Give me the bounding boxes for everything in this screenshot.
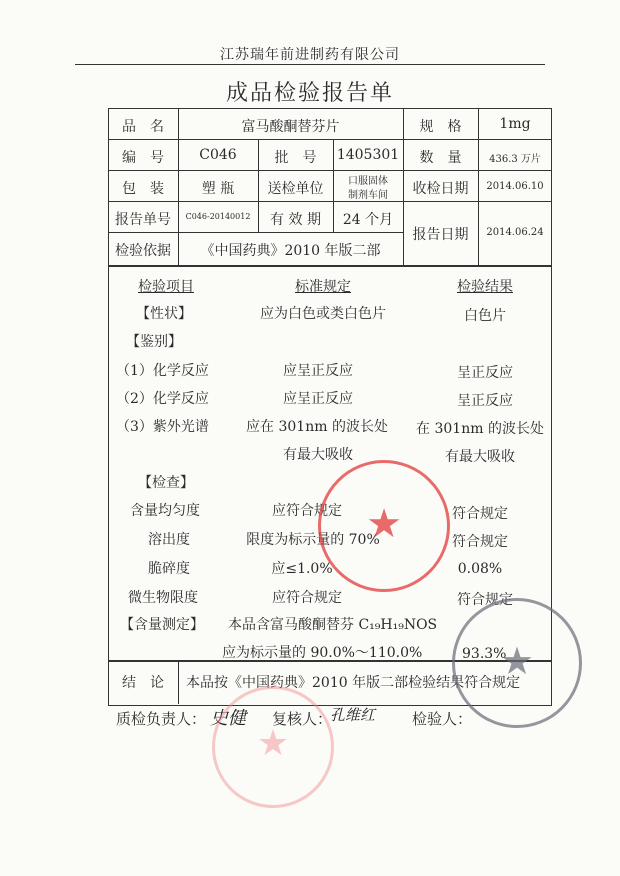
report-date-label: 报告日期	[412, 227, 469, 243]
grid-line	[108, 232, 403, 233]
reviewer-signature: 孔维红	[330, 706, 376, 724]
dissolution-result: 符合规定	[452, 534, 508, 550]
reviewer-label: 复核人：	[272, 710, 333, 728]
validity-label: 有 效 期	[270, 212, 321, 228]
spec-label: 规 格	[419, 119, 462, 135]
grid-line	[108, 265, 552, 267]
code-value: C046	[199, 147, 237, 163]
stamp-star-icon: ★	[366, 501, 402, 547]
id1-result: 呈正反应	[457, 365, 513, 381]
id2-standard: 应呈正反应	[283, 391, 353, 407]
id1-standard: 应呈正反应	[283, 363, 353, 379]
quantity-value: 436.3 万片	[489, 154, 541, 165]
microbial-result: 符合规定	[457, 592, 513, 608]
assay-result: 93.3%	[462, 646, 507, 662]
grid-line	[108, 170, 552, 171]
microbial-standard: 应符合规定	[272, 590, 342, 606]
friability-result: 0.08%	[457, 561, 503, 577]
report-date-value: 2014.06.24	[486, 227, 544, 238]
stamp-star-icon: ★	[256, 723, 290, 764]
appearance-result: 白色片	[464, 308, 506, 324]
inspector-label: 检验人：	[412, 710, 473, 728]
grid-line	[178, 660, 179, 704]
assay-standard-line2: 应为标示量的 90.0%～110.0%	[222, 645, 423, 661]
id2-result: 呈正反应	[457, 393, 513, 409]
id3-standard-line2: 有最大吸收	[283, 447, 353, 463]
assay-heading: 【含量测定】	[120, 617, 204, 633]
validity-value: 24 个月	[342, 212, 394, 228]
received-date-label: 收检日期	[412, 181, 469, 197]
product-name-label: 品 名	[122, 119, 164, 135]
sender-value-line2: 制剂车间	[348, 190, 388, 201]
conclusion-text: 本品按《中国药典》2010 年版二部检验结果符合规定	[186, 675, 521, 691]
dissolution-standard: 限度为标示量的 70%	[246, 532, 380, 548]
sender-label: 送检单位	[267, 181, 324, 197]
qa-manager-signature: 史健	[210, 708, 246, 729]
qa-manager-label: 质检负责人：	[116, 710, 207, 728]
id1-item: （1）化学反应	[116, 363, 209, 379]
dissolution-item: 溶出度	[148, 532, 190, 548]
report-no-label: 报告单号	[115, 212, 171, 228]
uniformity-result: 符合规定	[452, 506, 508, 522]
header-divider	[75, 64, 545, 65]
id3-item: （3）紫外光谱	[116, 419, 209, 435]
appearance-standard: 应为白色或类白色片	[260, 306, 386, 322]
assay-standard-line1: 本品含富马酸酮替芬 C₁₉H₁₉NOS	[228, 617, 438, 633]
identification-heading: 【鉴别】	[126, 334, 182, 350]
col-header-item: 检验项目	[138, 279, 194, 295]
grid-line	[108, 201, 552, 202]
code-label: 编 号	[122, 150, 164, 166]
spec-value: 1mg	[499, 116, 531, 132]
received-date-value: 2014.06.10	[486, 181, 544, 192]
company-name: 江苏瑞年前进制药有限公司	[220, 47, 400, 63]
report-no-value: C046-20140012	[185, 212, 251, 221]
package-label: 包 装	[122, 181, 164, 197]
microbial-item: 微生物限度	[128, 590, 198, 606]
product-name-value: 富马酸酮替芬片	[241, 119, 340, 135]
stamp-star-icon: ★	[499, 639, 535, 683]
sender-value-line1: 口服固体	[348, 176, 388, 187]
id3-result-line1: 在 301nm 的波长处	[416, 421, 544, 437]
basis-label: 检验依据	[115, 243, 171, 259]
batch-label: 批 号	[274, 150, 317, 166]
appearance-heading: 【性状】	[136, 306, 192, 322]
check-heading: 【检查】	[138, 475, 194, 491]
uniformity-standard: 应符合规定	[272, 503, 342, 519]
id3-standard-line1: 应在 301nm 的波长处	[246, 419, 388, 435]
friability-item: 脆碎度	[148, 561, 190, 577]
quantity-label: 数 量	[419, 150, 462, 166]
id2-item: （2）化学反应	[116, 391, 209, 407]
package-value: 塑 瓶	[201, 181, 235, 197]
uniformity-item: 含量均匀度	[130, 503, 200, 519]
friability-standard: 应≤1.0%	[271, 561, 333, 577]
basis-value: 《中国药典》2010 年版二部	[200, 243, 381, 259]
batch-value: 1405301	[336, 147, 400, 163]
col-header-result: 检验结果	[457, 279, 513, 295]
col-header-standard: 标准规定	[295, 279, 351, 295]
conclusion-label: 结 论	[122, 675, 164, 691]
id3-result-line2: 有最大吸收	[445, 449, 515, 465]
report-title: 成品检验报告单	[225, 81, 394, 106]
grid-line	[108, 139, 552, 140]
